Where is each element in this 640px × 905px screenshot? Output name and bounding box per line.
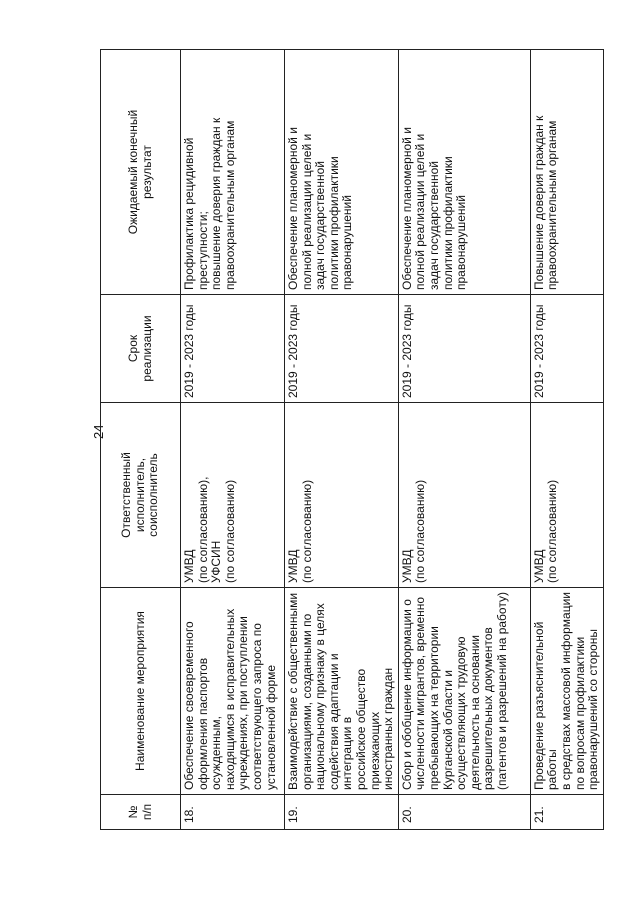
table-row: [181, 50, 285, 830]
row-result: Обеспечение планомерной и полной реализации целей и задач государственной политики профилактики правонарушений: [398, 50, 530, 295]
header-term: Срок реализации: [101, 295, 181, 403]
table-row: [285, 50, 399, 830]
row-num: 18.: [181, 795, 285, 830]
row-term: 2019 - 2023 годы: [181, 295, 285, 403]
row-responsible: УМВД (по согласованию): [530, 403, 603, 588]
row-name: Взаимодействие с общественными организациями, созданными по национальному признаку в целях содействия адаптации и интеграции в российское общество приезжающих иностранных граждан: [285, 588, 399, 795]
header-name: Наименование мероприятия: [101, 588, 181, 795]
header-result: Ожидаемый конечный результат: [101, 50, 181, 295]
row-result: Профилактика рецидивной преступности; повышение доверия граждан к правоохранительным органам: [181, 50, 285, 295]
table-header-row: [101, 50, 181, 830]
row-responsible: УМВД (по согласованию), УФСИН (по согласованию): [181, 403, 285, 588]
row-num: 21.: [530, 795, 603, 830]
page-number: 24: [91, 424, 106, 439]
header-num: № п/п: [101, 795, 181, 830]
row-term: 2019 - 2023 годы: [398, 295, 530, 403]
row-result: Обеспечение планомерной и полной реализации целей и задач государственной политики профилактики правонарушений: [285, 50, 399, 295]
row-name: Обеспечение своевременного оформления паспортов осужденным, находящимся в исправительных учреждениях, при поступлении соответствующего запроса по установленной форме: [181, 588, 285, 795]
rotated-table-container: [100, 50, 601, 830]
row-responsible: УМВД (по согласованию): [285, 403, 399, 588]
row-term: 2019 - 2023 годы: [285, 295, 399, 403]
table-row: [398, 50, 530, 830]
table-row: [530, 50, 603, 830]
row-term: 2019 - 2023 годы: [530, 295, 603, 403]
header-responsible: Ответственный исполнитель, соисполнитель: [101, 403, 181, 588]
row-responsible: УМВД (по согласованию): [398, 403, 530, 588]
row-num: 20.: [398, 795, 530, 830]
row-num: 19.: [285, 795, 399, 830]
row-result: Повышение доверия граждан к правоохранительным органам: [530, 50, 603, 295]
measures-table: [100, 49, 604, 830]
row-name: Сбор и обобщение информации о численности мигрантов, временно пребывающих на территории Курганской области и осуществляющих трудовую деятельность на основании разрешительных документов (патентов и разрешений на работу): [398, 588, 530, 795]
row-name: Проведение разъяснительной работы в средствах массовой информации по вопросам профилактики правонарушений со стороны: [530, 588, 603, 795]
